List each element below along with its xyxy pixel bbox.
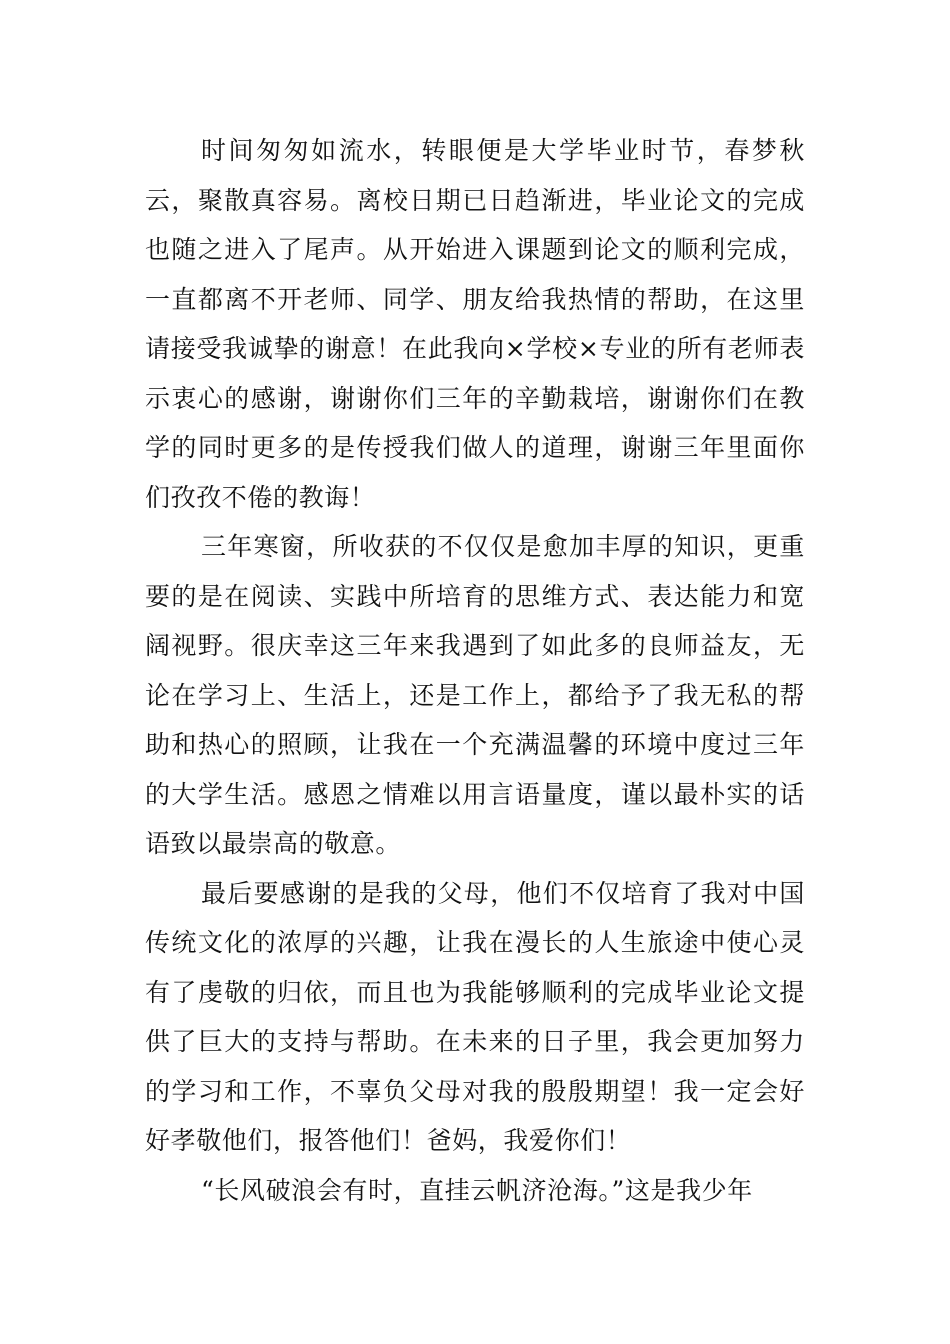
acknowledgement-text bbox=[145, 126, 805, 1215]
paragraph-3: 最后要感谢的是我的父母，他们不仅培育了我对中国传统文化的浓厚的兴趣，让我在漫长的人生旅途中使心灵有了虔敬的归依，而且也为我能够顺利的完成毕业论文提供了巨大的支持与帮助。在未来的日子里，我会更加努力的学习和工作，不辜负父母对我的殷殷期望！我一定会好好孝敬他们，报答他们！爸妈，我爱你们！ bbox=[145, 878, 805, 1155]
paragraph-4: “长风破浪会有时，直挂云帆济沧海。”这是我少年 bbox=[201, 1175, 753, 1205]
paragraph-2: 三年寒窗，所收获的不仅仅是愈加丰厚的知识，更重要的是在阅读、实践中所培育的思维方式、表达能力和宽阔视野。很庆幸这三年来我遇到了如此多的良师益友，无论在学习上、生活上，还是工作上，都给予了我无私的帮助和热心的照顾，让我在一个充满温馨的环境中度过三年的大学生活。感恩之情难以用言语量度，谨以最朴实的话语致以最崇高的敬意。 bbox=[145, 532, 805, 858]
paragraph-1: 时间匆匆如流水，转眼便是大学毕业时节，春梦秋云，聚散真容易。离校日期已日趋渐进，毕业论文的完成也随之进入了尾声。从开始进入课题到论文的顺利完成，一直都离不开老师、同学、朋友给我热情的帮助，在这里请接受我诚挚的谢意！在此我向×学校×专业的所有老师表示衷心的感谢，谢谢你们三年的辛勤栽培，谢谢你们在教学的同时更多的是传授我们做人的道理，谢谢三年里面你们孜孜不倦的教诲！ bbox=[145, 136, 805, 512]
